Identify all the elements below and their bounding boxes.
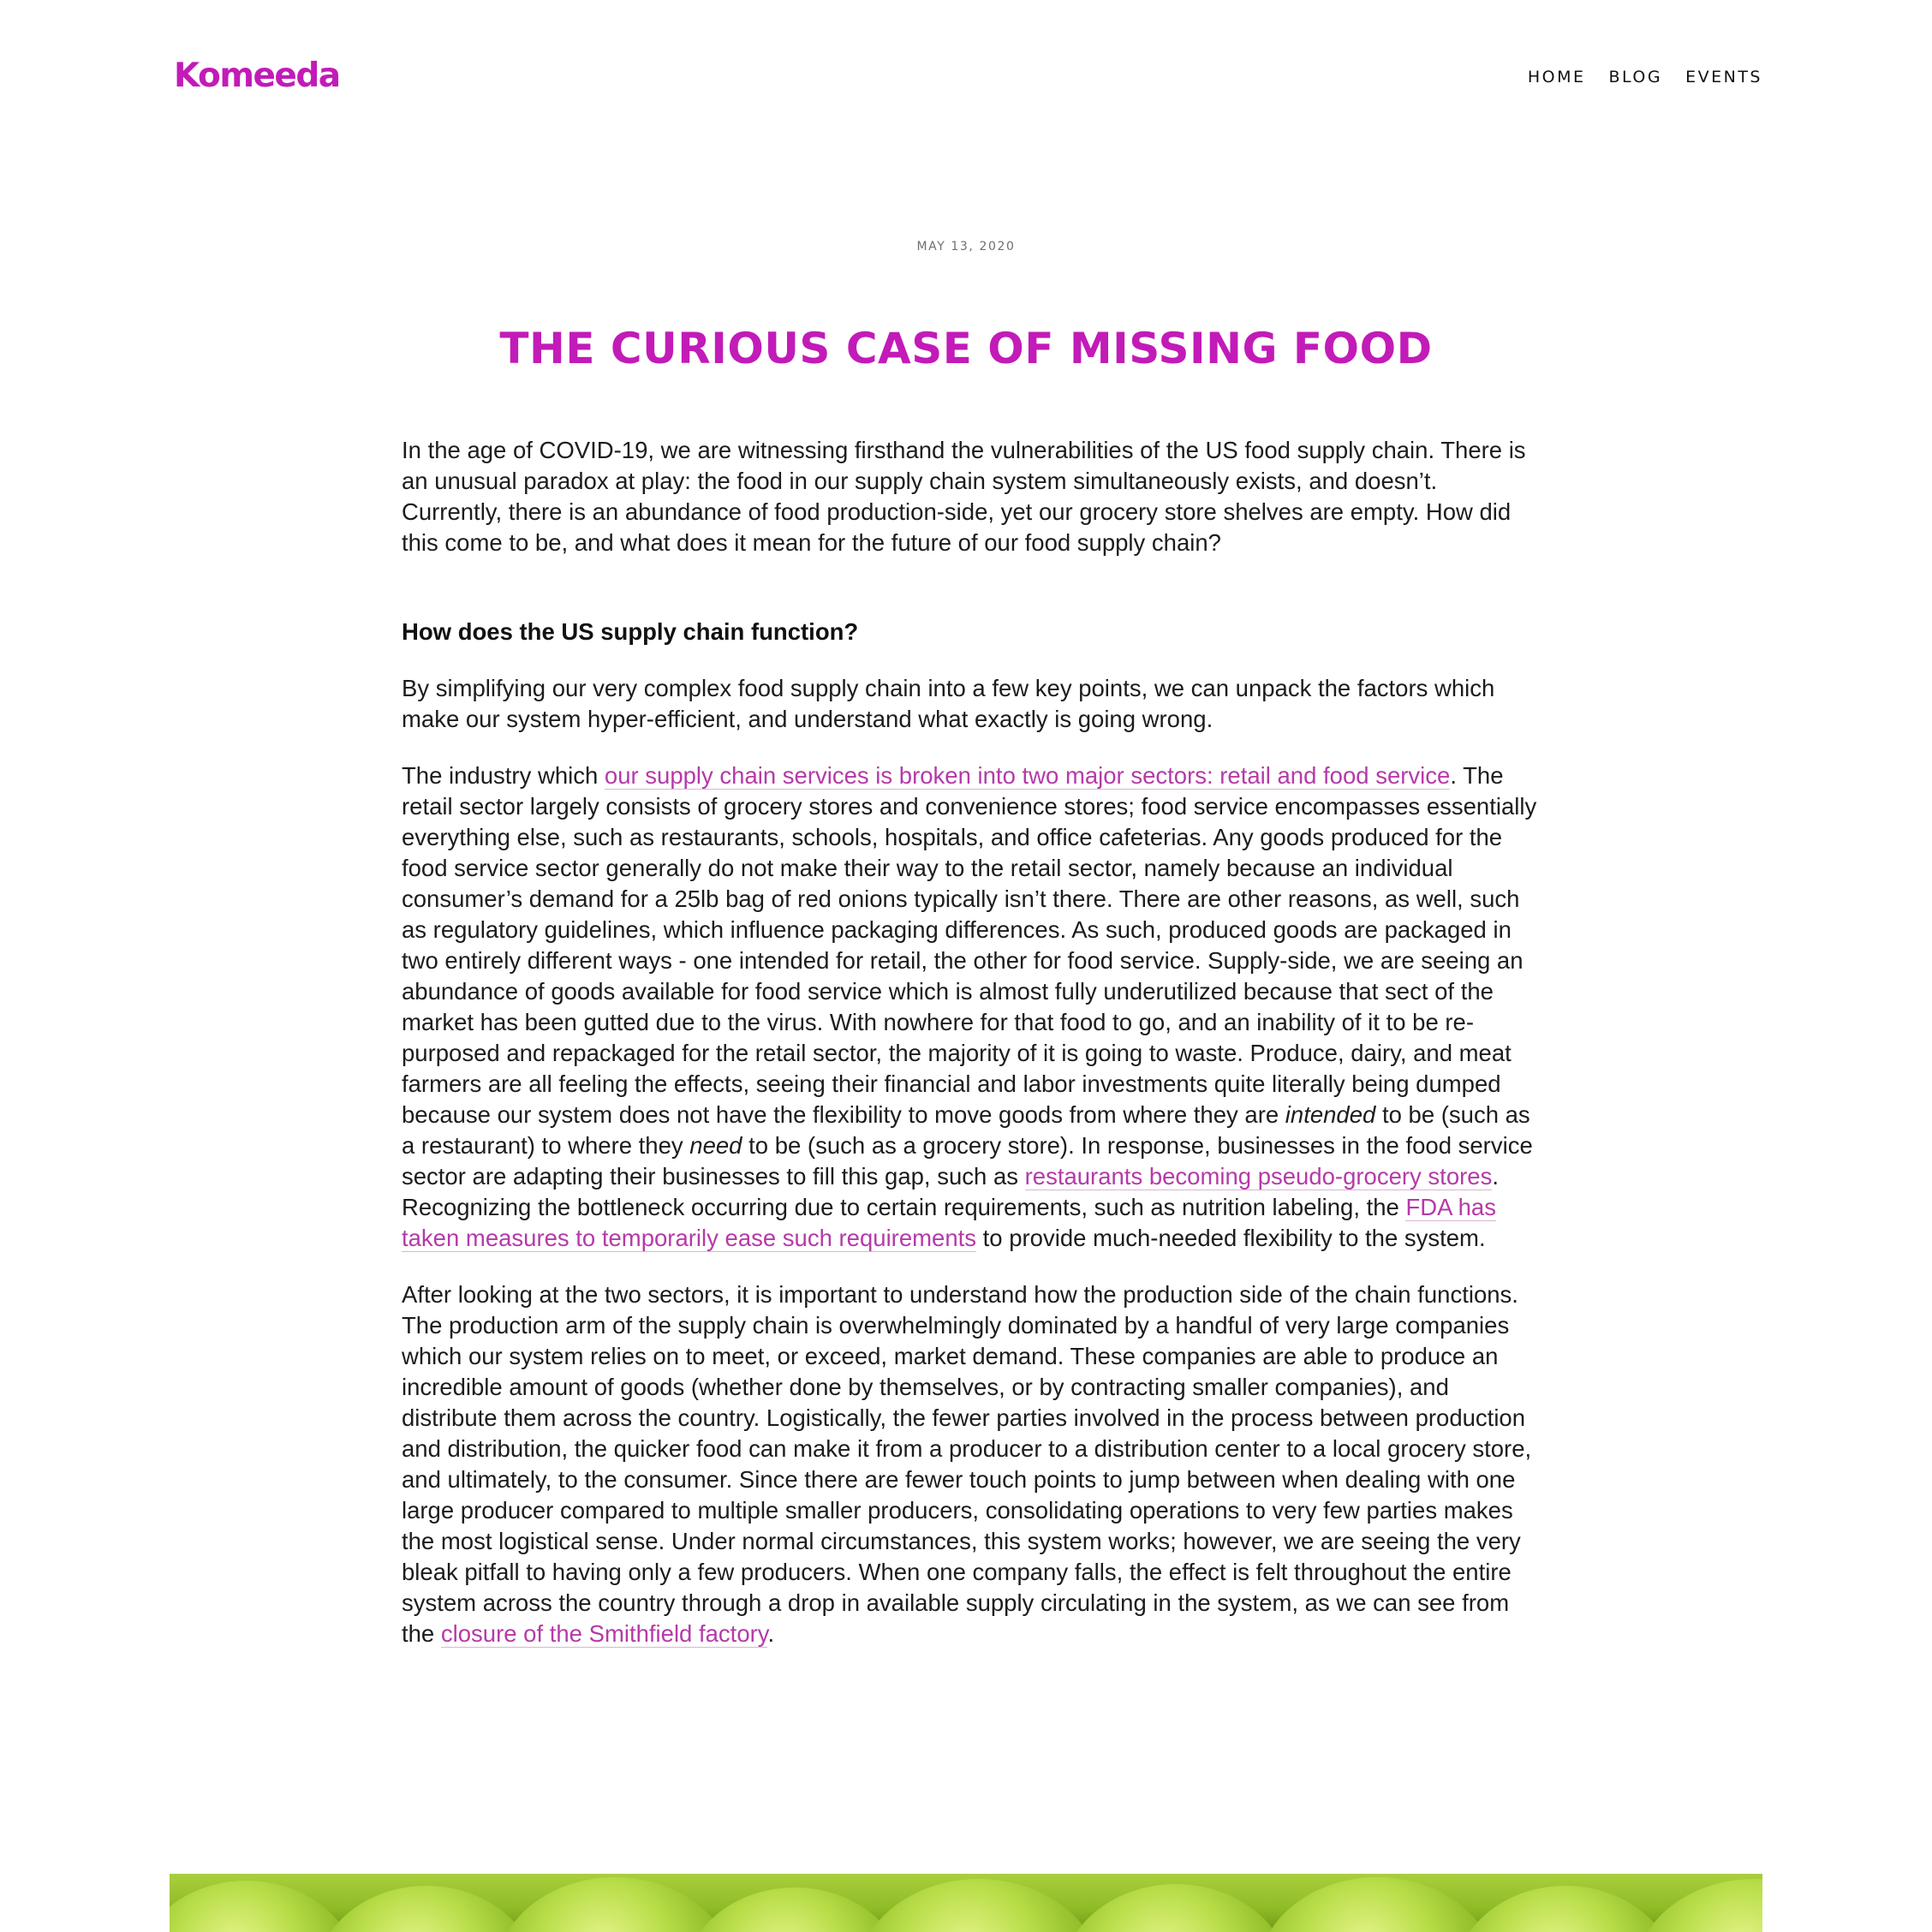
link-pseudo-grocery-stores[interactable]: restaurants becoming pseudo-grocery stores — [1024, 1163, 1493, 1190]
main-nav — [1528, 65, 1762, 89]
post-body — [402, 435, 1542, 1675]
section-heading: How does the US supply chain function? — [402, 618, 859, 645]
nav-home[interactable]: HOME — [1527, 68, 1586, 86]
apple-shape — [1060, 1884, 1291, 1932]
site-logo[interactable]: Komeeda — [174, 57, 340, 95]
hero-image-apples — [170, 1874, 1762, 1932]
apple-shape — [1257, 1877, 1497, 1932]
post-title: THE CURIOUS CASE OF MISSING FOOD — [499, 324, 1433, 373]
paragraph-2-text-3: to be (such as a restaurant) to where they — [402, 1101, 1530, 1159]
paragraph-2-text-5: . Recognizing the bottleneck occurring due to certain requirements, such as nutrition labeling, the — [402, 1163, 1499, 1220]
paragraph-2-text-2: . The retail sector largely consists of grocery stores and convenience stores; food service encompasses essentially everything else, such as restaurants, schools, hospitals, and office cafeterias. Any goods produced for the food service sector generally do not make their way to the retail sector, namely because an individual consumer’s demand for a 25lb bag of red onions typically isn’t there. There are other reasons, as well, such as regulatory guidelines, which influence packaging differences. As such, produced goods are packaged in two entirely different ways - one intended for retail, the other for food service. Supply-side, we are seeing an abundance of goods available for food service which is almost fully underutilized because that sect of the market has been gutted due to the virus. With nowhere for that food to go, and an inability of it to be re-purposed and repackaged for the retail sector, the majority of it is going to waste. Produce, dairy, and meat farmers are all feeling the effects, seeing their financial and labor investments quite literally being dumped because our system does not have the flexibility to move goods from where they are — [402, 762, 1537, 1128]
apple-shape — [315, 1886, 538, 1932]
paragraph-2-text-4: to be (such as a grocery store). In response, businesses in the food service sector are adapting their businesses to fill this gap, such as — [402, 1132, 1533, 1190]
emphasis-intended: intended — [1285, 1101, 1376, 1128]
apple-shape — [855, 1879, 1103, 1932]
paragraph-2-text-1: The industry which — [402, 762, 605, 789]
paragraph-2-text-6: to provide much-needed flexibility to the system. — [976, 1225, 1486, 1251]
link-fda-measures[interactable]: FDA has taken measures to temporarily ease such requirements — [402, 1194, 1496, 1251]
site-header — [0, 0, 1932, 154]
link-two-major-sectors[interactable]: our supply chain services is broken into two major sectors: retail and food service — [604, 762, 1451, 789]
emphasis-need: need — [689, 1132, 742, 1159]
apple-shape — [1454, 1886, 1677, 1932]
paragraph-1: By simplifying our very complex food supply chain into a few key points, we can unpack the factors which make our system hyper-efficient, and understand what exactly is going wrong. — [402, 675, 1495, 732]
paragraph-3-text-2: . — [767, 1620, 775, 1647]
post-date: MAY 13, 2020 — [916, 240, 1016, 253]
paragraph-3 — [402, 1279, 1542, 1649]
paragraph-3-text-1: After looking at the two sectors, it is important to understand how the production side of the chain functions. The production arm of the supply chain is overwhelmingly dominated by a handful of very large companies which our system relies on to meet, or exceed, market demand. These companies are able to produce an incredible amount of goods (whether done by themselves, or by contracting smaller companies), and distribute them across the country. Logistically, the fewer parties involved in the process between production and distribution, the quicker food can make it from a producer to a distribution center to a local grocery store, and ultimately, to the consumer. Since there are fewer touch points to jump between when dealing with one large producer compared to multiple smaller producers, consolidating operations to very few parties makes the most logistical sense. Under normal circumstances, this system works; however, we are seeing the very bleak pitfall to having only a few producers. When one company falls, the effect is felt throughout the entire system across the country through a drop in available supply circulating in the system, as we can see from the — [402, 1281, 1532, 1647]
apple-shape — [683, 1887, 906, 1932]
nav-events[interactable]: EVENTS — [1685, 68, 1762, 86]
link-smithfield-closure[interactable]: closure of the Smithfield factory — [440, 1620, 768, 1647]
intro-paragraph: In the age of COVID-19, we are witnessing firsthand the vulnerabilities of the US food supply chain. There is an unusual paradox at play: the food in our supply chain system simultaneously exists, and doesn’t. Currently, there is an abundance of food production-side, yet our grocery store shelves are empty. How did this come to be, and what does it mean for the future of our food supply chain? — [402, 437, 1526, 556]
paragraph-2 — [402, 760, 1542, 1254]
nav-blog[interactable]: BLOG — [1608, 68, 1663, 86]
apple-shape — [170, 1881, 358, 1932]
apple-shape — [495, 1877, 735, 1932]
apple-shape — [1634, 1879, 1762, 1932]
